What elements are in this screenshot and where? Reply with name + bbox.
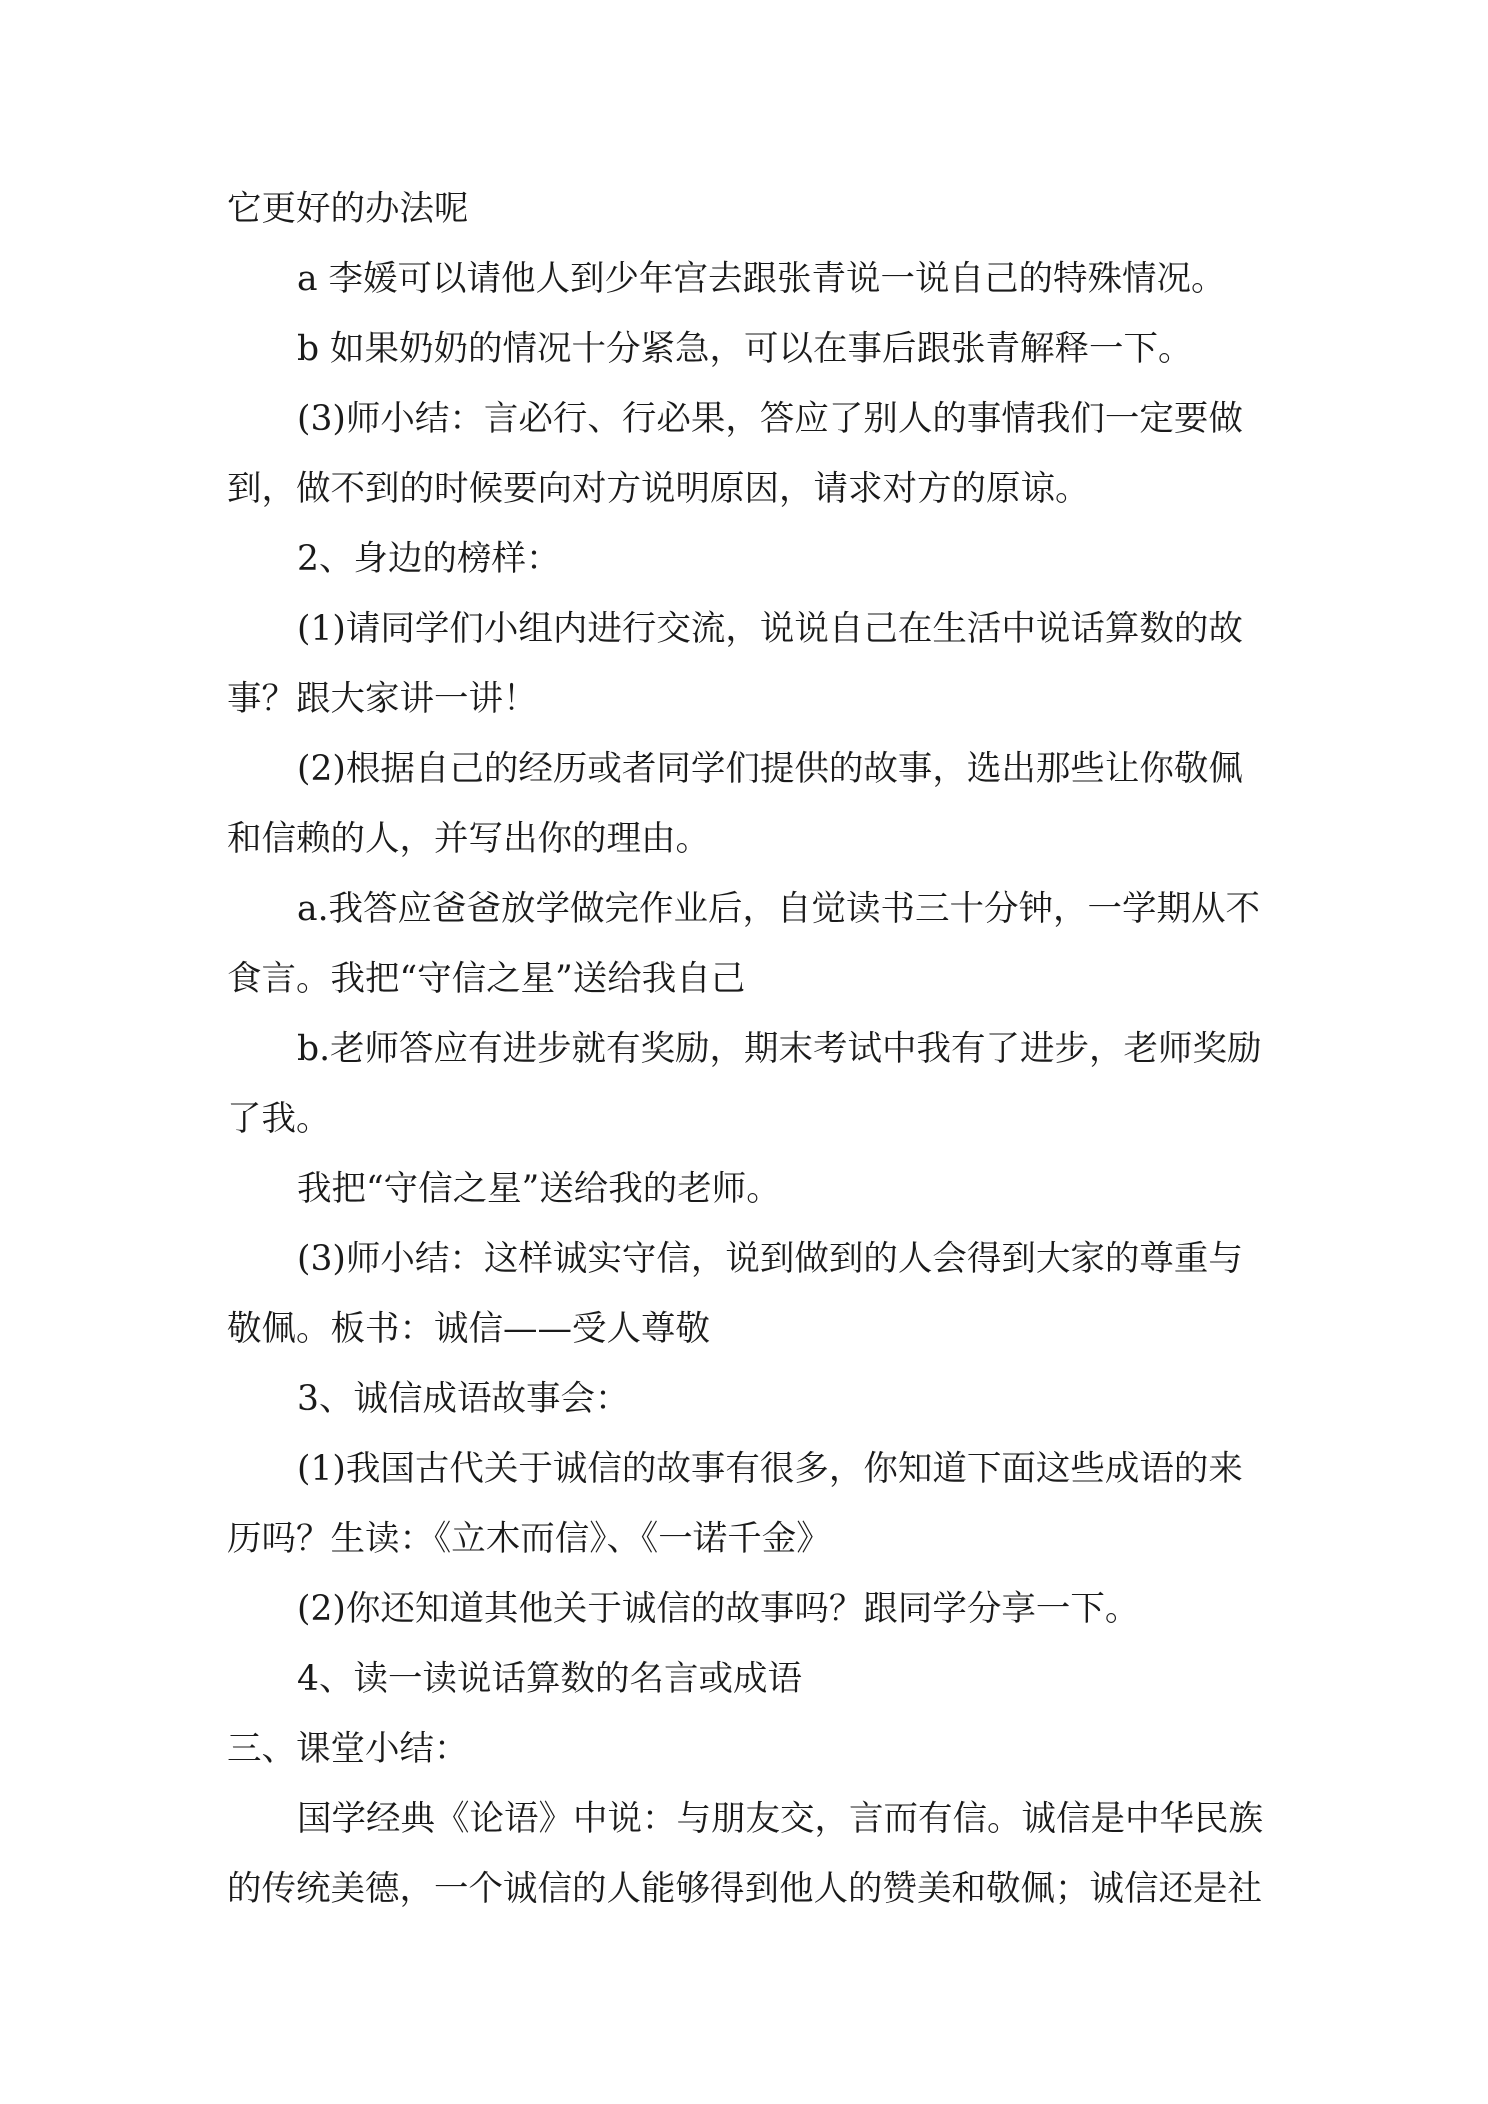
text-line: (1)我国古代关于诚信的故事有很多，你知道下面这些成语的来: [297, 1449, 1243, 1489]
section-heading: 三、课堂小结：: [227, 1729, 469, 1769]
text-line: (2)你还知道其他关于诚信的故事吗？跟同学分享一下。: [297, 1589, 1140, 1629]
text-line: 历吗？生读：《立木而信》、《一诺千金》: [227, 1519, 831, 1559]
text-line: 敬佩。板书：诚信——受人尊敬: [227, 1309, 710, 1349]
text-line: (3)师小结：这样诚实守信，说到做到的人会得到大家的尊重与: [297, 1239, 1243, 1279]
text-line: a 李媛可以请他人到少年宫去跟张青说一说自己的特殊情况。: [297, 259, 1226, 299]
document-body: [227, 174, 1277, 1924]
text-line: 的传统美德，一个诚信的人能够得到他人的赞美和敬佩；诚信还是社: [227, 1869, 1262, 1909]
section-heading: 3、诚信成语故事会：: [297, 1379, 630, 1419]
text-line: 到，做不到的时候要向对方说明原因，请求对方的原谅。: [227, 469, 1090, 509]
text-line: 国学经典《论语》中说：与朋友交，言而有信。诚信是中华民族: [297, 1799, 1263, 1839]
section-heading: 2、身边的榜样：: [297, 539, 561, 579]
text-line: a.我答应爸爸放学做完作业后，自觉读书三十分钟，一学期从不: [297, 889, 1261, 929]
text-line: 我把“守信之星”送给我的老师。: [297, 1169, 781, 1209]
text-line: (3)师小结：言必行、行必果，答应了别人的事情我们一定要做: [297, 399, 1243, 439]
text-line: 了我。: [227, 1099, 331, 1139]
section-heading: 4、读一读说话算数的名言或成语: [297, 1659, 802, 1699]
text-line: 它更好的办法呢: [227, 189, 469, 229]
text-line: 事？跟大家讲一讲！: [227, 679, 538, 719]
text-line: b 如果奶奶的情况十分紧急，可以在事后跟张青解释一下。: [297, 329, 1193, 369]
text-line: 食言。我把“守信之星”送给我自己: [227, 959, 746, 999]
text-line: 和信赖的人，并写出你的理由。: [227, 819, 710, 859]
text-line: (1)请同学们小组内进行交流，说说自己在生活中说话算数的故: [297, 609, 1243, 649]
text-line: (2)根据自己的经历或者同学们提供的故事，选出那些让你敬佩: [297, 749, 1243, 789]
text-line: b.老师答应有进步就有奖励，期末考试中我有了进步，老师奖励: [297, 1029, 1262, 1069]
